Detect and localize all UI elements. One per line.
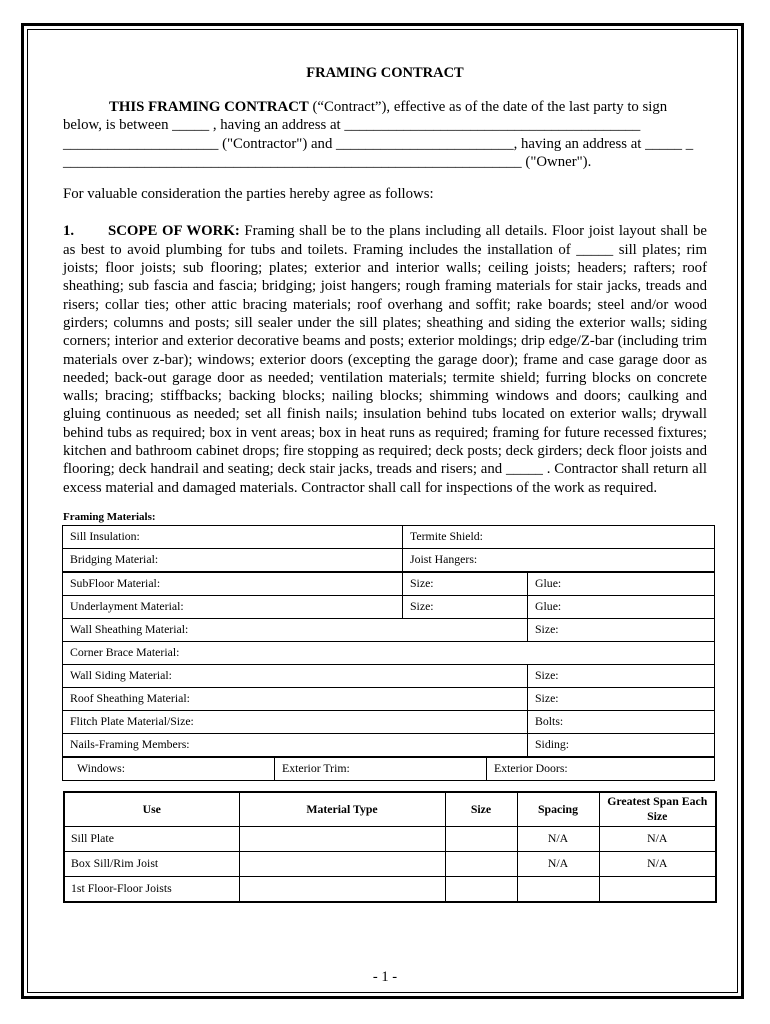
cell-spacing: N/A — [517, 826, 599, 851]
materials-title: Framing Materials: — [63, 510, 156, 523]
scope-number: 1. — [63, 223, 75, 240]
cell-spacing: N/A — [517, 851, 599, 876]
framing-spec-table — [63, 791, 717, 903]
document-title: FRAMING CONTRACT — [306, 65, 464, 81]
cell-use: 1st Floor-Floor Joists — [64, 876, 239, 902]
wall-siding-field[interactable]: Wall Siding Material: — [63, 664, 528, 687]
framing-table-header-row — [64, 792, 716, 827]
termite-shield-field[interactable]: Termite Shield: — [403, 525, 715, 548]
header-material-type: Material Type — [239, 792, 445, 827]
underlayment-material-field[interactable]: Underlayment Material: — [63, 595, 403, 618]
cell-spacing[interactable] — [517, 876, 599, 902]
windows-field[interactable]: Windows: — [63, 757, 275, 780]
cell-greatest-span: N/A — [599, 826, 716, 851]
intro-line4: ______________________________________________________________ ("Owner"). — [63, 153, 592, 170]
wall-siding-size-field[interactable]: Size: — [528, 664, 715, 687]
cell-use: Sill Plate — [64, 826, 239, 851]
subfloor-size-field[interactable]: Size: — [403, 572, 528, 595]
table-row — [64, 851, 716, 876]
document-body — [63, 65, 707, 903]
intro-line3: _____________________ ("Contractor") and ________________________, having an address at _____ _ — [63, 135, 694, 152]
scope-text: Framing shall be to the plans including all details. Floor joist layout shall be as best to avoid plumbing for tubs and toilets. Framing includes the installation of _____ sill plates; rim joists; floor joists; sub flooring; plates; exterior and interior walls; ceiling joists; headers; rafters; roof sheathing; sub fascia and fascia; bridging; joist hangers; rough framing materials for stair jacks, treads and risers; collar ties; other attic bracing materials; roof overhang and soffit; rake boards; steel and/or wood girders; columns and posts; sill sealer under the sill plates; sheathing and siding the exterior walls; siding corners; interior and exterior decorative beams and posts; exterior moldings; drip edge/Z-bar (including trim materials over z-bar); windows; exterior doors (excepting the garage door); frame and case garage door as needed; back-out garage door as needed; ventilation materials; termite shield; furring blocks on concrete walls; bracing; stiffbacks; backing blocks; nailing blocks; shimming windows and doors; caulking and gluing continuous as needed; set all finish nails; insulation behind tubs located on exterior walls; drywall behind tubs as required; box in vent areas; box in heat runs as required; framing for future recessed fixtures; kitchen and bathroom cabinet drops; fire stopping as required; deck posts; deck girders; deck floor joists and flooring; deck handrail and seating; deck stair jacks, treads and risers; and _____ . Contractor shall return all excess material and damaged materials. Contractor shall call for inspections of the work as required. — [63, 223, 707, 496]
table-row — [64, 876, 716, 902]
cell-size[interactable] — [445, 876, 517, 902]
underlayment-size-field[interactable]: Size: — [403, 595, 528, 618]
roof-sheathing-field[interactable]: Roof Sheathing Material: — [63, 687, 528, 710]
joist-hangers-field[interactable]: Joist Hangers: — [403, 548, 715, 571]
cell-use: Box Sill/Rim Joist — [64, 851, 239, 876]
subfloor-material-field[interactable]: SubFloor Material: — [63, 572, 403, 595]
header-size: Size — [445, 792, 517, 827]
nails-framing-field[interactable]: Nails-Framing Members: — [63, 733, 528, 756]
intro-line1: (“Contract”), effective as of the date of the last party to sign — [308, 99, 668, 115]
sill-insulation-field[interactable]: Sill Insulation: — [63, 525, 403, 548]
cell-size[interactable] — [445, 826, 517, 851]
header-use: Use — [64, 792, 239, 827]
scope-heading: SCOPE OF WORK: — [108, 223, 240, 240]
table-row — [64, 826, 716, 851]
materials-table-3 — [62, 757, 715, 781]
header-spacing: Spacing — [517, 792, 599, 827]
flitch-plate-field[interactable]: Flitch Plate Material/Size: — [63, 710, 528, 733]
page-number: - 1 - — [372, 969, 398, 985]
subfloor-glue-field[interactable]: Glue: — [528, 572, 715, 595]
bolts-field[interactable]: Bolts: — [528, 710, 715, 733]
scope-paragraph — [63, 222, 707, 496]
cell-material-type[interactable] — [239, 826, 445, 851]
intro-bold: THIS FRAMING CONTRACT — [109, 99, 309, 115]
cell-greatest-span: N/A — [599, 851, 716, 876]
intro-paragraph — [63, 98, 707, 171]
cell-material-type[interactable] — [239, 876, 445, 902]
corner-brace-field[interactable]: Corner Brace Material: — [63, 641, 715, 664]
cell-size[interactable] — [445, 851, 517, 876]
exterior-doors-field[interactable]: Exterior Doors: — [487, 757, 715, 780]
roof-sheathing-size-field[interactable]: Size: — [528, 687, 715, 710]
siding-field[interactable]: Siding: — [528, 733, 715, 756]
intro-line2: below, is between _____ , having an address at ________________________________________ — [63, 117, 641, 134]
cell-greatest-span[interactable] — [599, 876, 716, 902]
underlayment-glue-field[interactable]: Glue: — [528, 595, 715, 618]
cell-material-type[interactable] — [239, 851, 445, 876]
bridging-material-field[interactable]: Bridging Material: — [63, 548, 403, 571]
wall-sheathing-size-field[interactable]: Size: — [528, 618, 715, 641]
materials-table — [62, 525, 715, 572]
wall-sheathing-field[interactable]: Wall Sheathing Material: — [63, 618, 528, 641]
materials-table-2 — [62, 572, 715, 757]
exterior-trim-field[interactable]: Exterior Trim: — [275, 757, 487, 780]
header-greatest-span: Greatest Span Each Size — [599, 792, 716, 827]
consideration-text: For valuable consideration the parties hereby agree as follows: — [63, 186, 434, 203]
